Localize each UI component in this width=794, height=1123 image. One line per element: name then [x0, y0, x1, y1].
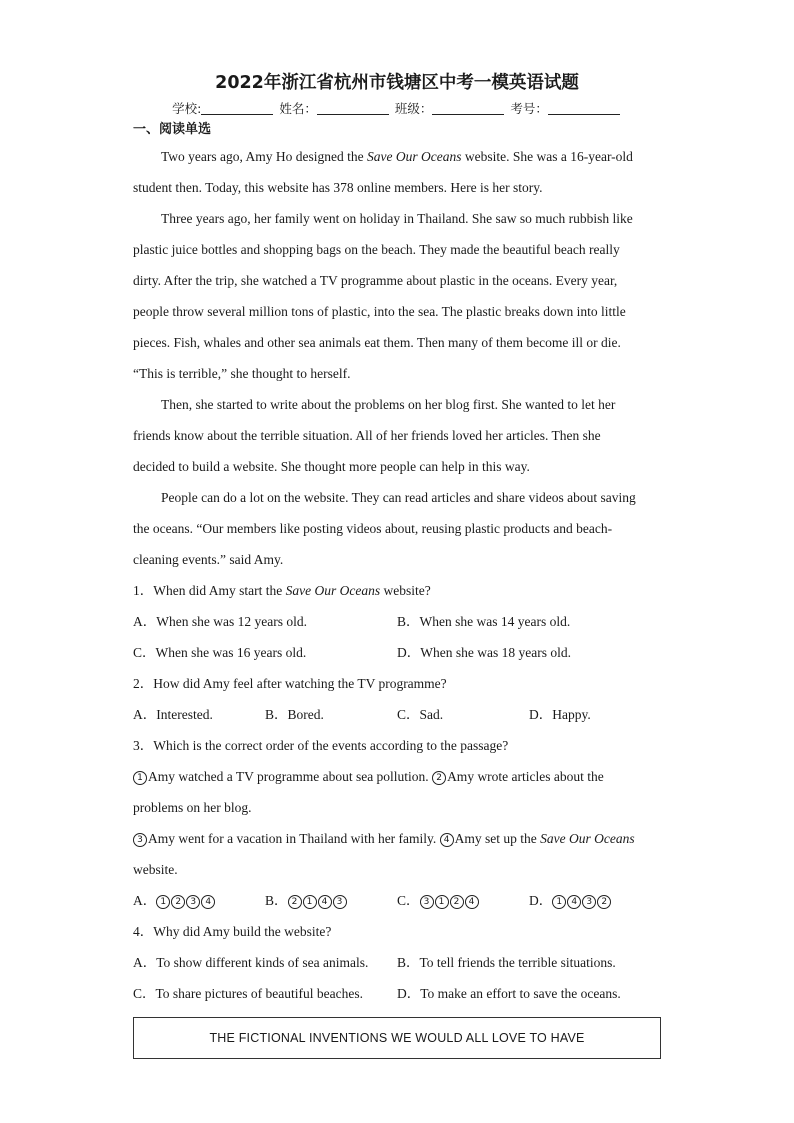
passage-line: “This is terrible,” she thought to herself.: [133, 366, 351, 381]
circled-number: 3: [582, 895, 596, 909]
name-blank[interactable]: [317, 102, 389, 115]
passage-line: cleaning events.” said Amy.: [133, 552, 284, 567]
passage-line: the oceans. “Our members like posting videos about, reusing plastic products and beach-: [133, 521, 613, 536]
option-letter: A．: [133, 893, 157, 908]
passage-line: Then, she started to write about the problems on her blog first. She wanted to let her: [161, 397, 616, 412]
circled-number: 3: [420, 895, 434, 909]
passage-line: friends know about the terrible situation. All of her friends loved her articles. Then she: [133, 428, 601, 443]
passage-line: student then. Today, this website has 378 online members. Here is her story.: [133, 180, 543, 195]
question-text: website?: [380, 583, 431, 598]
circled-number: 1: [133, 771, 147, 785]
question-1-options: [133, 637, 661, 668]
passage-line: dirty. After the trip, she watched a TV programme about plastic in the oceans. Every year,: [133, 273, 618, 288]
question-4: 4．Why did Amy build the website?: [133, 924, 332, 939]
reading-passage: [133, 141, 661, 575]
circled-number: 4: [201, 895, 215, 909]
exam-no-blank[interactable]: [548, 102, 620, 115]
option-a[interactable]: [133, 885, 265, 916]
question-4-options: [133, 978, 661, 1009]
event-text: Amy watched a TV programme about sea pollution.: [148, 769, 433, 784]
circled-number: 4: [318, 895, 332, 909]
option-b[interactable]: B．When she was 14 years old.: [397, 614, 571, 629]
name-label: 姓名：: [279, 101, 317, 116]
option-letter: D．: [529, 893, 553, 908]
circled-number: 3: [133, 833, 147, 847]
circled-number: 2: [288, 895, 302, 909]
passage-text: Two years ago, Amy Ho designed the: [161, 149, 368, 164]
passage-line: pieces. Fish, whales and other sea animals eat them. Then many of them become ill or die.: [133, 335, 621, 350]
student-info-row: [133, 99, 661, 119]
section-heading: 一、阅读单选: [133, 122, 212, 137]
passage-title-box: THE FICTIONAL INVENTIONS WE WOULD ALL LOVE TO HAVE: [133, 1017, 661, 1059]
event-line: [133, 823, 661, 854]
option-c[interactable]: C．To share pictures of beautiful beaches.: [133, 986, 363, 1001]
option-letter: B．: [265, 893, 288, 908]
exam-no-label: 考号：: [510, 101, 548, 116]
circled-number: 4: [567, 895, 581, 909]
exam-title: 2022年浙江省杭州市钱塘区中考一模英语试题: [215, 73, 579, 93]
circled-number: 1: [156, 895, 170, 909]
passage-line: people throw several million tons of plastic, into the sea. The plastic breaks down into little: [133, 304, 626, 319]
circled-number: 1: [303, 895, 317, 909]
school-label: 学校:: [172, 101, 202, 116]
passage-line: plastic juice bottles and shopping bags on the beach. They made the beautiful beach really: [133, 242, 620, 257]
option-d[interactable]: D．When she was 18 years old.: [397, 645, 571, 660]
passage-line: People can do a lot on the website. They can read articles and share videos about saving: [161, 490, 636, 505]
circled-number: 1: [435, 895, 449, 909]
option-b[interactable]: B．To tell friends the terrible situations.: [397, 955, 616, 970]
class-label: 班级：: [394, 101, 433, 116]
event-text: Amy set up the: [454, 831, 541, 846]
question-1-options: [133, 606, 661, 637]
passage-line: decided to build a website. She thought more people can help in this way.: [133, 459, 530, 474]
option-c[interactable]: C．When she was 16 years old.: [133, 645, 307, 660]
option-c[interactable]: C．Sad.: [397, 707, 444, 722]
site-name: Save Our Oceans: [367, 149, 462, 164]
question-3-options: [133, 885, 661, 916]
question-2: 2．How did Amy feel after watching the TV programme?: [133, 676, 447, 691]
event-text: Amy went for a vacation in Thailand with her family.: [148, 831, 440, 846]
question-text: 1．When did Amy start the: [133, 583, 286, 598]
question-3: 3．Which is the correct order of the events according to the passage?: [133, 738, 509, 753]
circled-number: 4: [465, 895, 479, 909]
circled-number: 2: [171, 895, 185, 909]
option-a[interactable]: A．To show different kinds of sea animals.: [133, 955, 369, 970]
option-a[interactable]: A．Interested.: [133, 707, 213, 722]
question-2-options: [133, 699, 661, 730]
circled-number: 4: [440, 833, 454, 847]
circled-number: 2: [450, 895, 464, 909]
passage-line: [133, 141, 661, 172]
circled-number: 3: [186, 895, 200, 909]
exam-page: [133, 70, 661, 1009]
event-line: website.: [133, 862, 178, 877]
question-1: [133, 575, 661, 606]
school-blank[interactable]: [201, 102, 273, 115]
class-blank[interactable]: [432, 102, 504, 115]
option-c[interactable]: [397, 885, 529, 916]
option-letter: C．: [397, 893, 420, 908]
option-b[interactable]: [265, 885, 397, 916]
circled-number: 1: [552, 895, 566, 909]
circled-number: 2: [432, 771, 446, 785]
option-a[interactable]: A．When she was 12 years old.: [133, 614, 307, 629]
circled-number: 3: [333, 895, 347, 909]
question-4-options: [133, 947, 661, 978]
option-d[interactable]: D．Happy.: [529, 707, 591, 722]
option-b[interactable]: B．Bored.: [265, 707, 324, 722]
circled-number: 2: [597, 895, 611, 909]
site-name: Save Our Oceans: [285, 583, 381, 598]
site-name: Save Our Oceans: [540, 831, 635, 846]
passage-line: Three years ago, her family went on holiday in Thailand. She saw so much rubbish like: [161, 211, 633, 226]
passage-text: website. She was a 16-year-old: [461, 149, 633, 164]
option-d[interactable]: [529, 885, 661, 916]
event-line: [133, 761, 661, 792]
option-d[interactable]: D．To make an effort to save the oceans.: [397, 986, 621, 1001]
event-line: problems on her blog.: [133, 800, 252, 815]
event-text: Amy wrote articles about the: [447, 769, 604, 784]
